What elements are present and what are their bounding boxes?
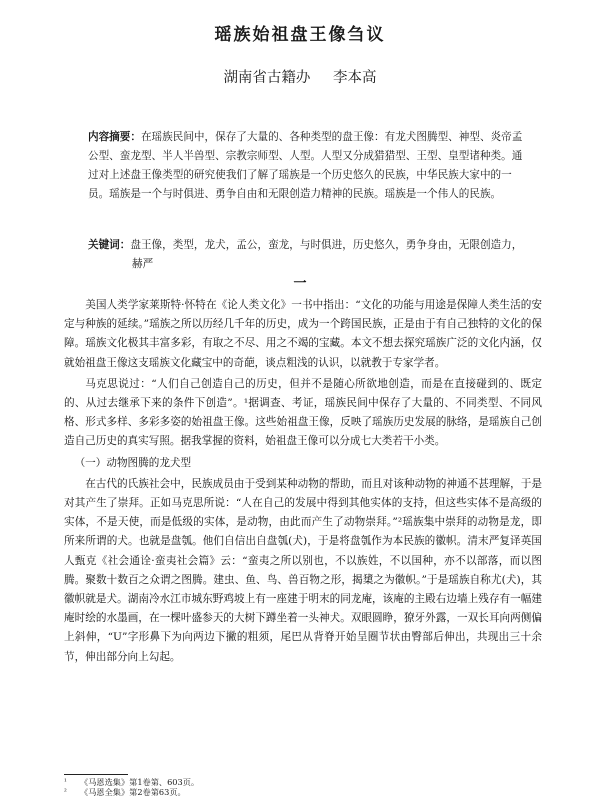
abstract [88,128,524,204]
body-text [64,296,542,669]
paragraph-2: 马克思说过：“人们自己创造自己的历史，但并不是随心所欲地创造，而是在直接碰到的、既定的、从过去继承下来的条件下创造”。¹据调查、考证，瑶族民间中保存了大量的、不同类型、不同风格、形式多样、多彩多姿的始祖盘王像。这些始祖盘王像，反映了瑶族历史发展的脉络，是瑶族自己创造自己历史的真实写照。据我掌握的资料，始祖盘王像可以分成七大类若干小类。 [64,377,542,448]
footnote-1-text: 《马恩选集》第1卷第、603页。 [80,777,200,787]
footnotes [64,777,542,797]
footnote-divider [64,774,128,775]
footnote-2-mark: ² [64,788,67,796]
paragraph-3: 在古代的氏族社会中，民族成员由于受到某种动物的帮助，而且对该种动物的神通不甚理解，于是对其产生了崇拜。正如马克思所说：“人在自己的发展中得到其他实体的支持，但这些实体不是高级的实体，不是天使，而是低级的实体，是动物，由此而产生了动物崇拜。”²瑶族集中崇拜的动物是龙，即所来所谓的犬。也就是盘瓠。他们自信出自盘瓠(犬)，于是将盘瓠作为本民族的徽帜。清末严复译英国人甄克《社会通诠·蛮夷社会篇》云：“蛮夷之所以别也，不以族姓，不以国种，亦不以部落，而以图腾。聚数十数百之众谓之图腾。建虫、鱼、鸟、兽百物之形，揭橥之为徽帜。”于是瑶族自称尤(犬)，其徽帜就是犬。湖南冷水江市城东野鸡坡上有一座建于明末的同龙庵，该庵的主殿右边墙上残存有一幅建庵时绘的水墨画，在一棵叶盛参天的大树下蹲坐着一头神犬。双眼圆睁，獠牙外露，一双长耳向两侧偏上斜伸，“U”字形鼻下为向两边下撇的粗须，尾巴从背脊开始呈圈节状由臀部后伸出，共现出三十余节，伸出部分向上勾起。 [64,477,542,663]
author-org: 湖南省古籍办 [223,70,311,86]
abstract-label: 内容摘要： [88,131,141,143]
keywords [88,236,524,274]
footnote-1 [64,777,542,787]
author-line [0,66,600,87]
footnote-1-mark: ¹ [64,778,67,786]
author-name: 李本高 [333,70,377,86]
paragraph-1: 美国人类学家莱斯特·怀特在《论人类文化》一书中指出：“文化的功能与用途是保障人类生活的安定与种族的延续。”瑶族之所以历经几千年的历史，成为一个跨国民族，正是由于有自己独特的文化的保障。瑶族文化极其丰富多彩，有取之不尽、用之不竭的宝藏。本文不想去探究瑶族广泛的文化内涵，仅就始祖盘王像这支瑶族文化藏宝中的奇葩，谈点粗浅的认识，以就教于专家学者。 [64,299,542,369]
footnote-2-text: 《马恩全集》第2卷第63页。 [80,787,186,797]
page-title: 瑶族始祖盘王像刍议 [214,25,386,45]
abstract-text: 在瑶族民间中，保存了大量的、各种类型的盘王像：有龙犬图腾型、神型、炎帝孟公型、蛮龙型、半人半兽型、宗教宗师型、人型。人型又分成猎猎型、王型、皇型诸种类。通过对上述盘王像类型的研究使我们了解了瑶族是一个历史悠久的民族，中华民族大家中的一员。瑶族是一个与时俱进、勇争自由和无限创造力精神的民族。瑶族是一个伟人的民族。 [88,131,523,200]
section-marker: 一 [293,276,307,291]
keywords-label: 关键词： [88,239,131,251]
keywords-text: 盘王像，类型，龙犬，孟公，蛮龙，与时俱进，历史悠久，勇争身由，无限创造力，赫严 [130,239,523,270]
subheading-1: （一）动物图腾的龙犬型 [74,456,192,469]
